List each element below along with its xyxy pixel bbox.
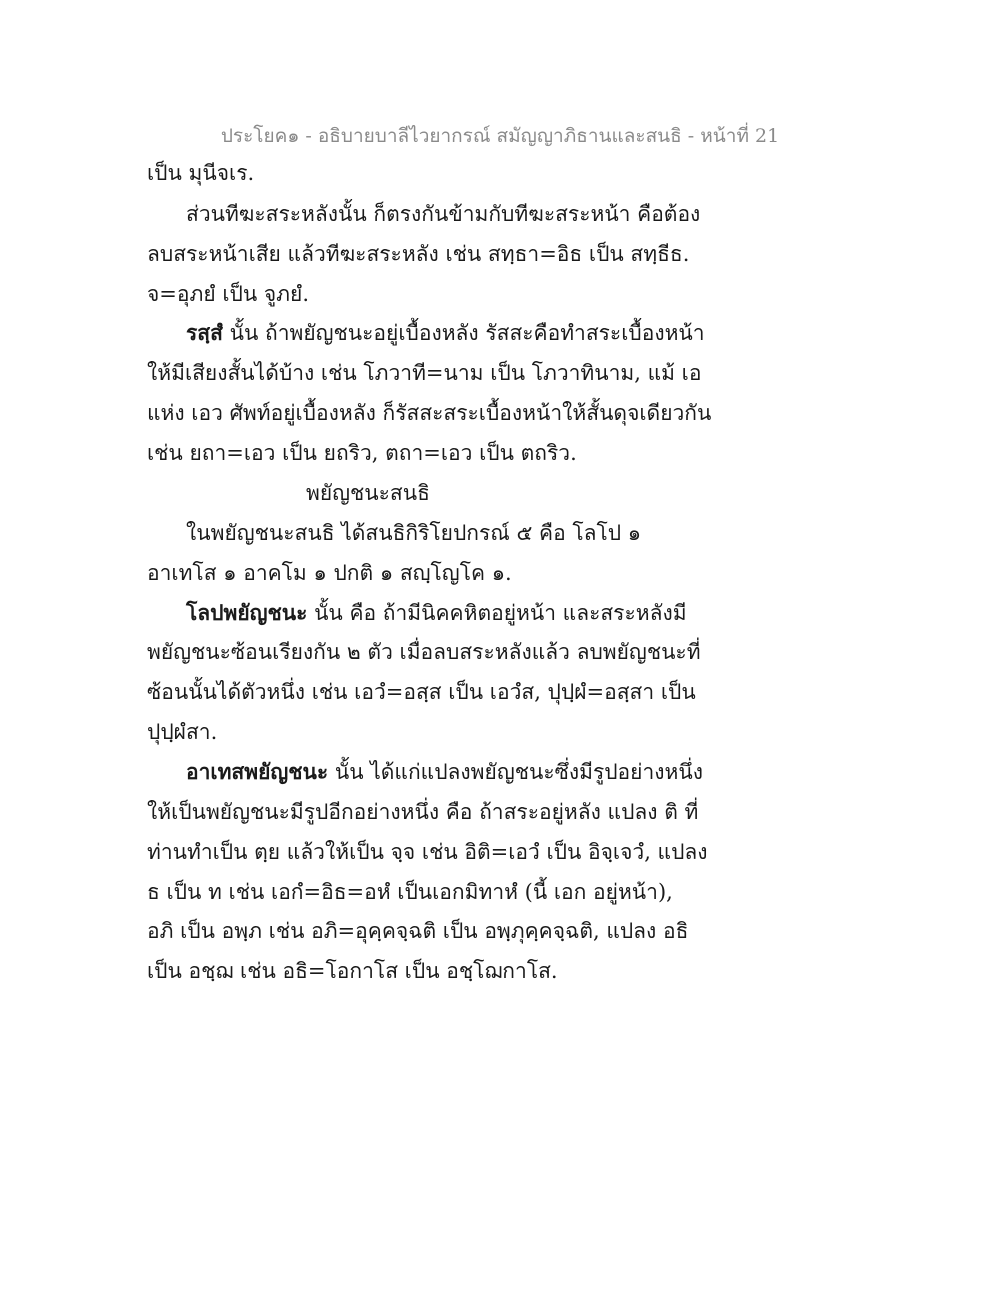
text-line (186, 318, 705, 348)
line-text: ส่วนทีฆะสระหลังนั้น ก็ตรงกันข้ามกับทีฆะสระหน้า คือต้อง (186, 202, 701, 226)
line-text: ในพยัญชนะสนธิ ได้สนธิกิริโยปกรณ์ ๕ คือ โลโป ๑ (186, 521, 642, 545)
text-line (147, 916, 688, 946)
bold-term: โลปพยัญชนะ (186, 600, 308, 625)
text-line (186, 199, 700, 229)
text-line (147, 637, 701, 667)
line-text: จ=อุภยํ เป็น จูภยํ. (147, 282, 310, 306)
text-line (147, 239, 689, 269)
text-line (147, 358, 701, 388)
line-text: แห่ง เอว ศัพท์อยู่เบื้องหลัง ก็รัสสะสระเบื้องหน้าให้สั้นดุจเดียวกัน (147, 401, 712, 425)
line-text: ปุปฺผํสา. (147, 720, 218, 744)
text-line (147, 837, 708, 867)
text-line (147, 956, 558, 986)
text-line (147, 877, 673, 907)
line-text: ซ้อนนั้นได้ตัวหนึ่ง เช่น เอวํ=อสฺส เป็น เอวํส, ปุปฺผํ=อสฺสา เป็น (147, 680, 696, 704)
line-text: เช่น ยถา=เอว เป็น ยถริว, ตถา=เอว เป็น ตถริว. (147, 441, 577, 465)
line-text: เป็น อชฺฌ เช่น อธิ=โอกาโส เป็น อชฺโฌกาโส. (147, 959, 558, 983)
bold-term: รสฺสํ (186, 320, 223, 345)
page-header: ประโยค๑ - อธิบายบาลีไวยากรณ์ สมัญญาภิธานและสนธิ - หน้าที่ 21 (220, 125, 780, 147)
text-line (186, 598, 687, 628)
text-line (147, 438, 577, 468)
heading-text: พยัญชนะสนธิ (306, 481, 430, 505)
line-text: พยัญชนะซ้อนเรียงกัน ๒ ตัว เมื่อลบสระหลังแล้ว ลบพยัญชนะที่ (147, 640, 701, 664)
line-text: อาเทโส ๑ อาคโม ๑ ปกติ ๑ สญฺโญโค ๑. (147, 561, 512, 585)
text-line (147, 558, 512, 588)
text-line (186, 757, 703, 787)
text-line (147, 717, 217, 747)
line-text: ให้มีเสียงสั้นได้บ้าง เช่น โภวาที=นาม เป็น โภวาทินาม, แม้ เอ (147, 361, 702, 385)
line-text: อภิ เป็น อพฺภ เช่น อภิ=อุคฺคจฺฉติ เป็น อพฺภุคฺคจฺฉติ, แปลง อธิ (147, 919, 689, 943)
bold-term: อาเทสพยัญชนะ (186, 759, 329, 784)
text-line (147, 677, 696, 707)
section-heading (306, 478, 430, 508)
text-line (186, 518, 641, 548)
line-text: ให้เป็นพยัญชนะมีรูปอีกอย่างหนึ่ง คือ ถ้าสระอยู่หลัง แปลง ติ ที่ (147, 800, 699, 824)
text-line (147, 158, 254, 188)
text-line (147, 398, 711, 428)
line-text: ท่านทำเป็น ตฺย แล้วให้เป็น จฺจ เช่น อิติ=เอวํ เป็น อิจฺเจวํ, แปลง (147, 840, 708, 864)
line-text: นั้น คือ ถ้ามีนิคคหิตอยู่หน้า และสระหลังมี (307, 601, 687, 625)
line-text: ธ เป็น ท เช่น เอกํ=อิธ=อหํ เป็นเอกมิทาหํ (นี้ เอก อยู่หน้า), (147, 880, 673, 904)
text-line (147, 279, 309, 309)
text-line (147, 797, 698, 827)
line-text: นั้น ได้แก่แปลงพยัญชนะซึ่งมีรูปอย่างหนึ่ง (328, 760, 703, 784)
line-text: ลบสระหน้าเสีย แล้วทีฆะสระหลัง เช่น สทฺธา=อิธ เป็น สทฺธีธ. (147, 242, 690, 266)
line-text: นั้น ถ้าพยัญชนะอยู่เบื้องหลัง รัสสะคือทำสระเบื้องหน้า (222, 321, 705, 345)
line-text: เป็น มุนีจเร. (147, 161, 255, 185)
